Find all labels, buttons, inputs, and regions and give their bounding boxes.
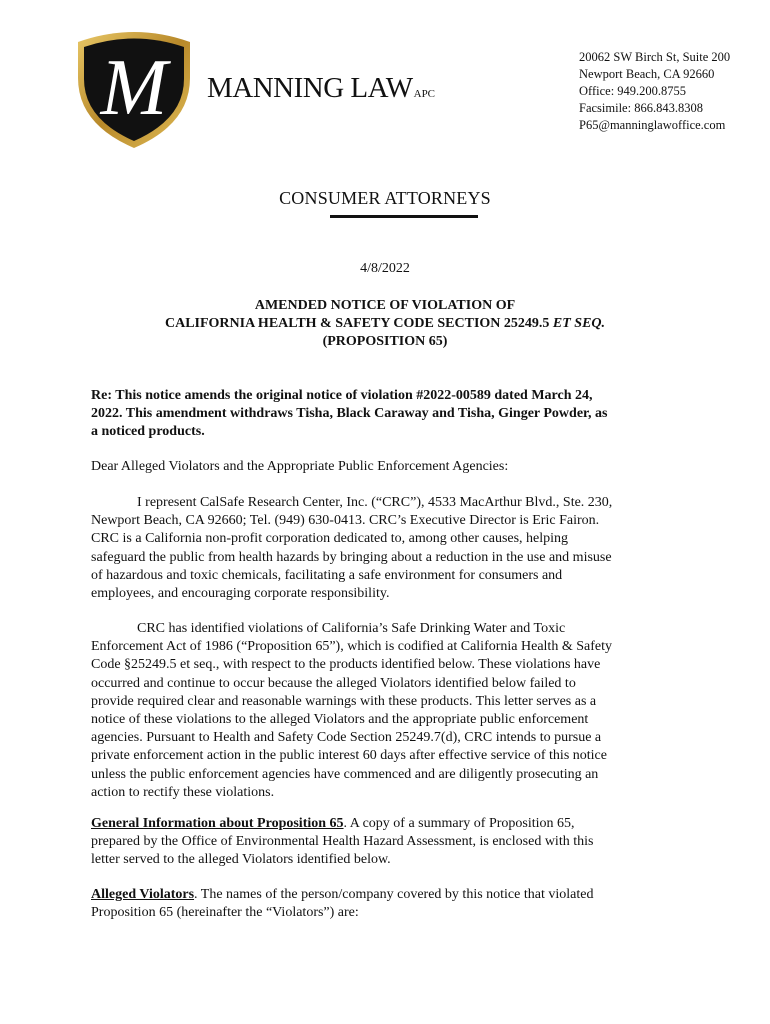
p2-line: notice of these violations to the alleged Violators and the appropriate public enforcement [91, 712, 589, 728]
p3-line: prepared by the Office of Environmental Health Hazard Assessment, is enclosed with this [91, 834, 594, 850]
tagline-divider [330, 215, 478, 218]
p2-line: CRC has identified violations of California’s Safe Drinking Water and Toxic [137, 621, 566, 636]
firm-name-text: MANNING LAW [207, 72, 413, 104]
p2-line: occurred and continue to occur because the alleged Violators identified below failed to [91, 675, 576, 691]
logo-letter: M [100, 44, 168, 132]
address-line-2: Newport Beach, CA 92660 [579, 67, 715, 81]
firm-suffix: APC [413, 88, 436, 100]
re-line [91, 387, 681, 442]
email[interactable]: P65@manninglawoffice.com [579, 118, 726, 132]
p3-line: letter served to the alleged Violators identified below. [91, 852, 391, 868]
p1-line: of hazardous and toxic chemicals, facilitating a safe environment for consumers and [91, 567, 563, 583]
p2-line: Enforcement Act of 1986 (“Proposition 65”), which is codified at California Health & Safety [91, 639, 612, 655]
title-line-1: AMENDED NOTICE OF VIOLATION OF [254, 298, 516, 313]
p2-line: provide required clear and reasonable warnings with these products. This letter serves as a [91, 693, 597, 709]
paragraph-alleged-violators [91, 886, 681, 922]
p3-heading: General Information about Proposition 65 [91, 816, 344, 831]
p2-line: agencies. Pursuant to Health and Safety Code Section 25249.7(d), CRC intends to pursue a [91, 730, 602, 746]
p3-line: General Information about Proposition 65. A copy of a summary of Proposition 65, [91, 816, 575, 831]
p1-line: employees, and encouraging corporate responsibility. [91, 586, 390, 602]
letter-date: 4/8/2022 [360, 261, 410, 276]
paragraph-general-information [91, 815, 681, 870]
p1-line: CRC is a California non-profit corporation dedicated to, among other causes, helping [91, 531, 569, 547]
title-et-seq: ET SEQ. [552, 316, 606, 331]
title-line-2-text: CALIFORNIA HEALTH & SAFETY CODE SECTION 25249.5 [164, 316, 553, 331]
p2-line: private enforcement action in the public interest 60 days after effective service of this notice [91, 748, 607, 764]
p2-line: Code §25249.5 et seq., with respect to the products identified below. These violations have [91, 657, 601, 673]
re-line-2: 2022. This amendment withdraws Tisha, Black Caraway and Tisha, Ginger Powder, as [91, 406, 608, 422]
salutation: Dear Alleged Violators and the Appropriate Public Enforcement Agencies: [91, 459, 509, 474]
office-phone: Office: 949.200.8755 [579, 84, 687, 98]
tagline: CONSUMER ATTORNEYS [279, 188, 491, 208]
p1-line: I represent CalSafe Research Center, Inc. (“CRC”), 4533 MacArthur Blvd., Ste. 230, [137, 495, 613, 510]
address-line-1: 20062 SW Birch St, Suite 200 [579, 50, 731, 64]
letter-title [0, 297, 770, 351]
re-line-3: a noticed products. [91, 424, 205, 440]
re-line-1: Re: This notice amends the original notice of violation #2022-00589 dated March 24, [91, 388, 593, 403]
p4-line: Alleged Violators. The names of the person/company covered by this notice that violated [91, 887, 594, 902]
p4-line: Proposition 65 (hereinafter the “Violators”) are: [91, 905, 359, 921]
p1-line: safeguard the public from health hazards by bringing about a reduction in the use and misuse [91, 549, 612, 565]
p1-line: Newport Beach, CA 92660; Tel. (949) 630-0413. CRC’s Executive Director is Eric Fairon. [91, 513, 600, 529]
paragraph-violations [91, 620, 681, 802]
p2-line: action to rectify these violations. [91, 784, 275, 800]
firm-name [207, 72, 435, 105]
p2-line: unless the public enforcement agencies have commenced and are diligently prosecuting an [91, 766, 599, 782]
facsimile: Facsimile: 866.843.8308 [579, 101, 703, 115]
title-line-2 [0, 315, 770, 333]
firm-logo-shield [70, 28, 198, 150]
paragraph-representation [91, 494, 681, 603]
contact-block [579, 49, 730, 134]
title-line-3: (PROPOSITION 65) [322, 334, 448, 349]
p4-heading: Alleged Violators [91, 887, 195, 902]
